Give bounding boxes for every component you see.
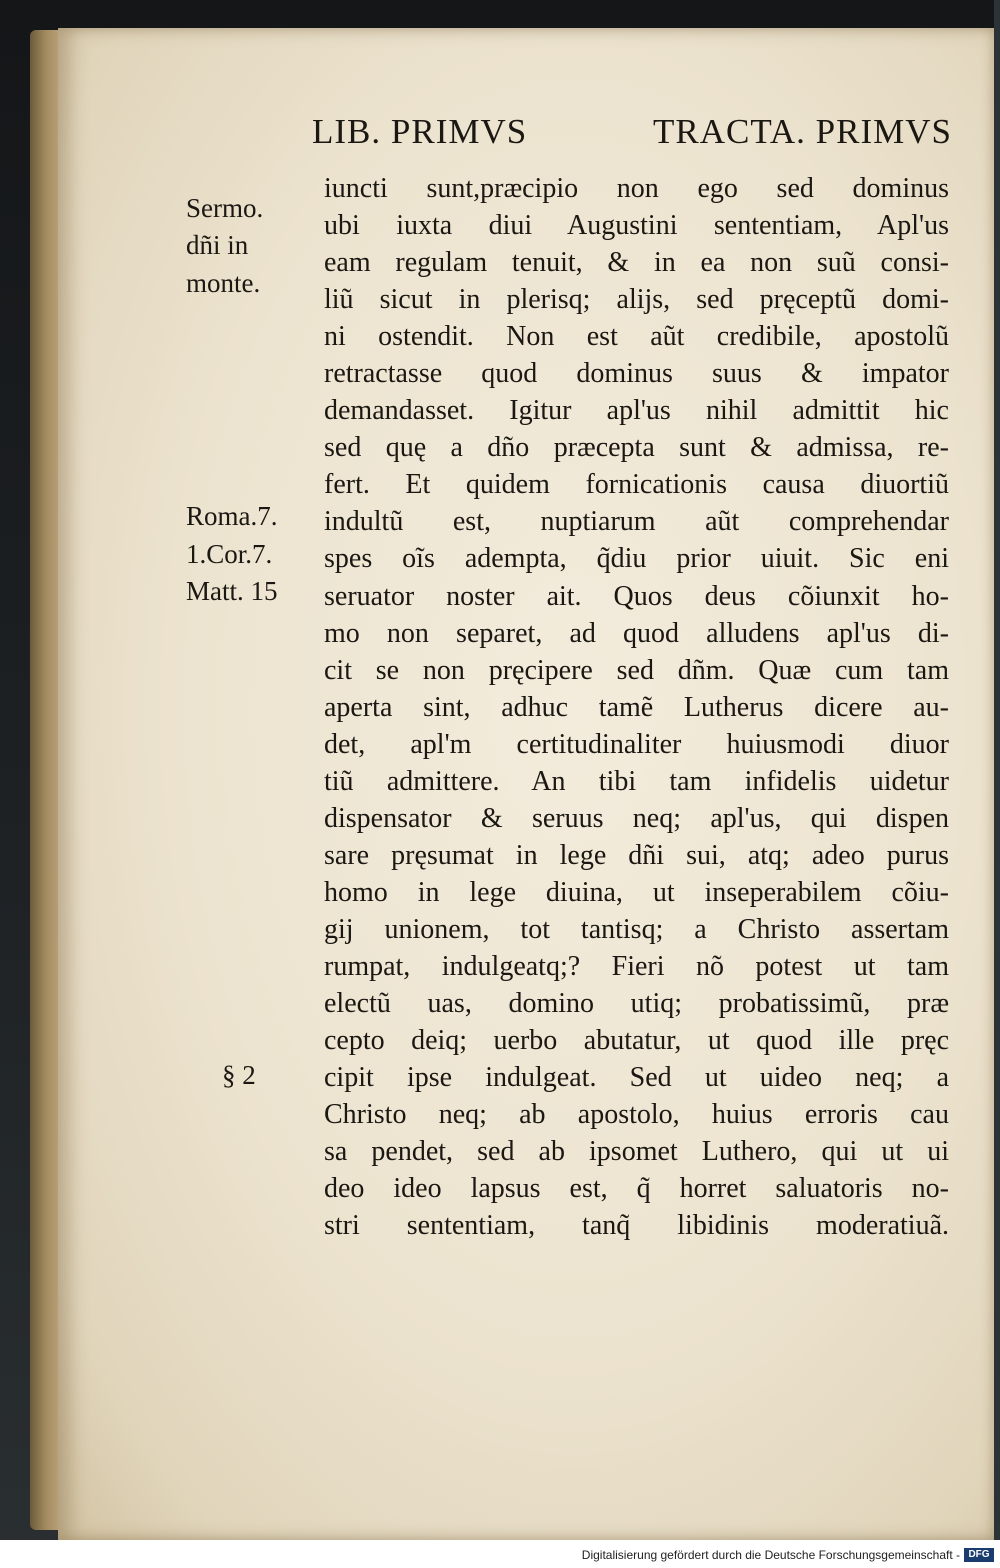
text-line: indultũ est, nuptiarum aũt comprehendar xyxy=(324,506,949,538)
text-line: dispensator & seruus neq; apl'us, qui dispen xyxy=(324,802,949,834)
running-header-left: LIB. PRIMVS xyxy=(312,112,528,151)
text-line: rumpat, indulgeatq;? Fieri nõ potest ut tam xyxy=(324,950,949,982)
text-line: electũ uas, domino utiq; probatissimũ, præ xyxy=(324,988,949,1020)
text-line: spes oĩs adempta, q̃diu prior uiuit. Sic eni xyxy=(324,543,949,575)
funding-credit: Digitalisierung gefördert durch die Deutsche Forschungsgemeinschaft - xyxy=(581,1548,960,1562)
text-line: sed quę a dño præcepta sunt & admissa, re- xyxy=(324,432,949,464)
text-line: liũ sicut in plerisq; alijs, sed pręceptũ domi- xyxy=(324,284,949,316)
margin-note-dni-in: dñi in xyxy=(186,230,249,260)
text-line: stri sententiam, tanq̃ libidinis moderatiuã. xyxy=(324,1210,949,1242)
running-header xyxy=(312,112,952,152)
running-header-right: TRACTA. PRIMVS xyxy=(652,112,952,151)
text-line: sa pendet, sed ab ipsomet Luthero, qui ut ui xyxy=(324,1136,949,1168)
body-text xyxy=(324,170,949,1244)
text-line: ubi iuxta diui Augustini sententiam, Apl'us xyxy=(324,210,949,242)
book-cover-edge xyxy=(994,0,1000,1568)
text-line: cepto deiq; uerbo abutatur, ut quod ille pręc xyxy=(324,1025,949,1057)
text-line: sare pręsumat in lege dñi sui, atq; adeo purus xyxy=(324,839,949,871)
text-line: fert. Et quidem fornicationis causa diuortiũ xyxy=(324,469,949,501)
text-line: cipit ipse indulgeat. Sed ut uideo neq; a xyxy=(324,1062,949,1094)
text-line: mo non separet, ad quod alludens apl'us di- xyxy=(324,617,949,649)
text-line: demandasset. Igitur apl'us nihil admittit hic xyxy=(324,395,949,427)
margin-note-cor: 1.Cor.7. xyxy=(186,539,273,569)
margin-note-monte: monte. xyxy=(186,268,261,298)
text-line: deo ideo lapsus est, q̃ horret saluatoris no- xyxy=(324,1173,949,1205)
margin-note-section-sign: § 2 xyxy=(222,1060,256,1090)
text-line: homo in lege diuina, ut inseperabilem cõiu- xyxy=(324,876,949,908)
text-line: iuncti sunt,præcipio non ego sed dominus xyxy=(324,173,949,204)
text-line: aperta sint, adhuc tamẽ Lutherus dicere au- xyxy=(324,691,949,723)
text-line: det, apl'm certitudinaliter huiusmodi diuor xyxy=(324,728,949,760)
digitization-footer xyxy=(0,1540,1000,1568)
text-line: ni ostendit. Non est aũt credibile, apostolũ xyxy=(324,321,949,353)
text-line: gij unionem, tot tantisq; a Christo assertam xyxy=(324,913,949,945)
margin-note-matt: Matt. 15 xyxy=(186,576,278,606)
text-line: seruator noster ait. Quos deus cõiunxit ho- xyxy=(324,580,949,612)
text-line: retractasse quod dominus suus & impator xyxy=(324,358,949,390)
margin-note-roma: Roma.7. xyxy=(186,501,278,531)
text-line: tiũ admittere. An tibi tam infidelis uidetur xyxy=(324,765,949,797)
text-line: Christo neq; ab apostolo, huius erroris cau xyxy=(324,1099,949,1131)
dfg-logo: DFG xyxy=(964,1548,994,1562)
text-line: eam regulam tenuit, & in ea non suũ consi- xyxy=(324,247,949,279)
margin-note-sermo: Sermo. xyxy=(186,193,264,223)
text-line: cit se non pręcipere sed dñm. Quæ cum tam xyxy=(324,654,949,686)
